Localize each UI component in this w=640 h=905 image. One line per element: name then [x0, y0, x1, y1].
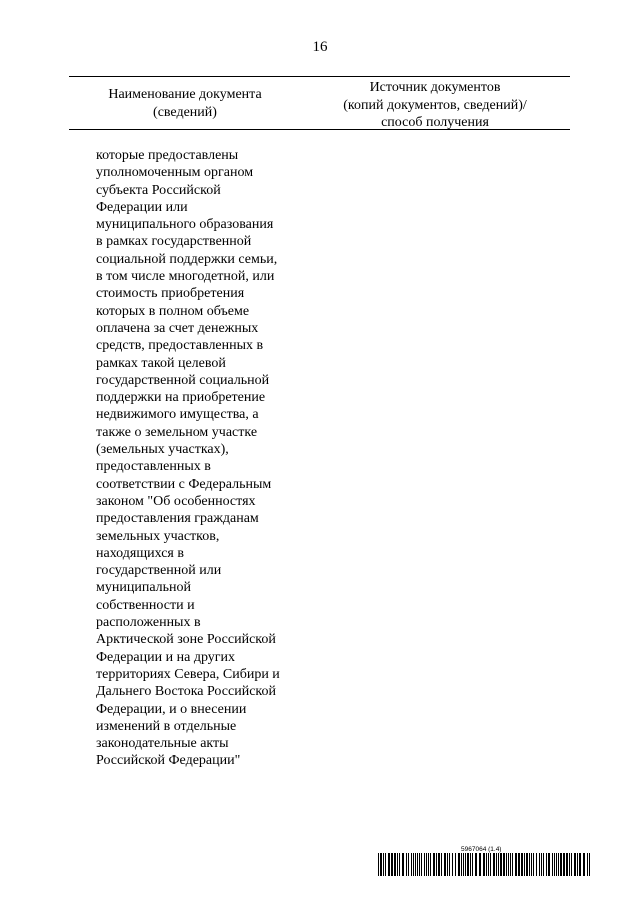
- barcode-bar: [554, 853, 555, 876]
- barcode-bar: [436, 853, 437, 876]
- barcode-bar: [452, 853, 453, 876]
- barcode-bar: [508, 853, 509, 876]
- body-text-line: Федерации и на других: [96, 649, 235, 665]
- barcode-bar: [475, 853, 477, 876]
- body-text-line: предоставленных в: [96, 459, 211, 475]
- barcode-bar: [533, 853, 534, 876]
- body-text-line: государственной или: [96, 563, 222, 579]
- barcode-bar: [512, 853, 513, 876]
- barcode-bar: [385, 853, 386, 876]
- barcode-bar: [428, 853, 429, 876]
- body-text-line: муниципальной: [96, 580, 192, 596]
- barcode-bar: [415, 853, 416, 876]
- body-text-line: субъекта Российской: [96, 182, 221, 198]
- body-text-line: средств, предоставленных в: [96, 338, 264, 354]
- body-text-line: также о земельном участке: [96, 424, 258, 440]
- barcode-bar: [546, 853, 547, 876]
- body-text-line: соответствии с Федеральным: [96, 476, 272, 492]
- body-text-line: в том числе многодетной, или: [96, 269, 275, 285]
- barcode-bar: [458, 853, 460, 876]
- body-text-line: оплачена за счет денежных: [96, 320, 259, 336]
- barcode-bar: [438, 853, 440, 876]
- table-header-bottom-rule: [69, 129, 570, 130]
- body-text-line: земельных участков,: [96, 528, 220, 544]
- barcode-bar: [556, 853, 557, 876]
- barcode-bar: [447, 853, 448, 876]
- column-header-line: (сведений): [153, 104, 217, 120]
- barcode-bar: [483, 853, 485, 876]
- column-header-line: (копий документов, сведений)/: [343, 97, 527, 113]
- body-text-line: (земельных участках),: [96, 442, 229, 458]
- barcode-bar: [515, 853, 517, 876]
- body-text-line: Арктической зоне Российской: [96, 632, 276, 648]
- barcode-bar: [560, 853, 562, 876]
- barcode-bar: [397, 853, 398, 876]
- barcode-bar: [529, 853, 530, 876]
- body-text-line: изменений в отдельные: [96, 718, 237, 734]
- barcode-bar: [541, 853, 542, 876]
- barcode-bar: [552, 853, 553, 876]
- body-text-line: предоставления гражданам: [96, 511, 259, 527]
- column-header-line: способ получения: [381, 115, 489, 130]
- barcode-bar: [441, 853, 442, 876]
- body-text-line: которые предоставлены: [96, 148, 239, 163]
- column-header-line: Наименование документа: [108, 87, 262, 102]
- barcode-bar: [521, 853, 523, 876]
- barcode-bar: [421, 853, 422, 876]
- body-text-line: законодательные акты: [96, 736, 229, 752]
- barcode-bar: [394, 853, 396, 876]
- document-name-cell: [96, 147, 316, 770]
- column-header-line: Источник документов: [369, 80, 501, 95]
- body-text-line: государственной социальной: [96, 372, 270, 388]
- barcode-bar: [496, 853, 497, 876]
- body-text-line: находящихся в: [96, 545, 184, 561]
- barcode-bar: [587, 853, 588, 876]
- barcode-bar: [417, 853, 418, 876]
- barcode-id: 5967064 (1.4): [461, 846, 502, 853]
- barcode-bar: [449, 853, 450, 876]
- barcode-bar: [479, 853, 481, 876]
- barcode-bar: [383, 853, 384, 876]
- body-text-line: собственности и: [96, 597, 195, 613]
- body-text-line: территориях Севера, Сибири и: [96, 666, 280, 682]
- barcode-bar: [493, 853, 495, 876]
- barcode-bar: [574, 853, 576, 876]
- barcode-bar: [465, 853, 466, 876]
- barcode-bar: [467, 853, 469, 876]
- body-text-line: муниципального образования: [96, 217, 274, 233]
- barcode-bar: [433, 853, 435, 876]
- barcode-bar: [411, 853, 412, 876]
- barcode-bar: [455, 853, 456, 876]
- barcode-bar: [378, 853, 379, 876]
- body-text-line: стоимость приобретения: [96, 286, 245, 302]
- barcode-bar: [518, 853, 520, 876]
- barcode-bar: [579, 853, 581, 876]
- barcode-bar: [380, 853, 382, 876]
- body-text-line: которых в полном объеме: [96, 303, 250, 319]
- barcode-bar: [577, 853, 578, 876]
- barcode-bar: [571, 853, 572, 876]
- barcode-bar: [419, 853, 420, 876]
- barcode-bar: [430, 853, 431, 876]
- barcode-bar: [583, 853, 585, 876]
- body-text-line: расположенных в: [96, 615, 201, 631]
- barcode-bar: [510, 853, 511, 876]
- barcode-bar: [531, 853, 532, 876]
- body-text-line: в рамках государственной: [96, 234, 252, 250]
- barcode-bar: [388, 853, 390, 876]
- barcode-bar: [543, 853, 544, 876]
- barcode-bar: [526, 853, 528, 876]
- table-top-rule: [69, 76, 570, 77]
- barcode-bar: [399, 853, 400, 876]
- barcode-bar: [503, 853, 505, 876]
- barcode-bar: [539, 853, 540, 876]
- barcode-bar: [470, 853, 471, 876]
- barcode-bar: [488, 853, 489, 876]
- column-header-document-source: [320, 79, 550, 132]
- body-text-line: Федерации, и о внесении: [96, 701, 247, 717]
- barcode-bar: [558, 853, 559, 876]
- barcode-bar: [563, 853, 565, 876]
- barcode-bar: [391, 853, 393, 876]
- barcode: [378, 853, 590, 876]
- barcode-bar: [463, 853, 464, 876]
- body-text-line: рамках такой целевой: [96, 355, 226, 371]
- page-number: 16: [312, 39, 328, 55]
- barcode-bar: [548, 853, 550, 876]
- barcode-bar: [524, 853, 525, 876]
- barcode-bar: [589, 853, 590, 876]
- barcode-bar: [490, 853, 491, 876]
- barcode-bar: [472, 853, 473, 876]
- barcode-bar: [426, 853, 427, 876]
- barcode-bar: [498, 853, 499, 876]
- body-text-line: Дальнего Востока Российской: [96, 684, 276, 700]
- barcode-bar: [413, 853, 414, 876]
- body-text-line: Федерации или: [96, 199, 188, 215]
- body-text-line: уполномоченным органом: [96, 165, 254, 181]
- body-text-line: поддержки на приобретение: [96, 390, 266, 406]
- barcode-bar: [566, 853, 568, 876]
- body-text-line: законом "Об особенностях: [96, 493, 256, 509]
- body-text-line: социальной поддержки семьи,: [96, 251, 278, 267]
- barcode-bar: [486, 853, 487, 876]
- barcode-bar: [500, 853, 502, 876]
- body-text-line: Российской Федерации": [96, 753, 241, 769]
- barcode-bar: [402, 853, 404, 876]
- barcode-bar: [424, 853, 425, 876]
- body-text-line: недвижимого имущества, а: [96, 407, 259, 423]
- barcode-bar: [444, 853, 446, 876]
- column-header-document-name: [85, 86, 285, 121]
- barcode-bar: [408, 853, 409, 876]
- barcode-bar: [461, 853, 462, 876]
- barcode-bar: [506, 853, 507, 876]
- barcode-bar: [569, 853, 570, 876]
- barcode-bar: [536, 853, 537, 876]
- barcode-bar: [406, 853, 407, 876]
